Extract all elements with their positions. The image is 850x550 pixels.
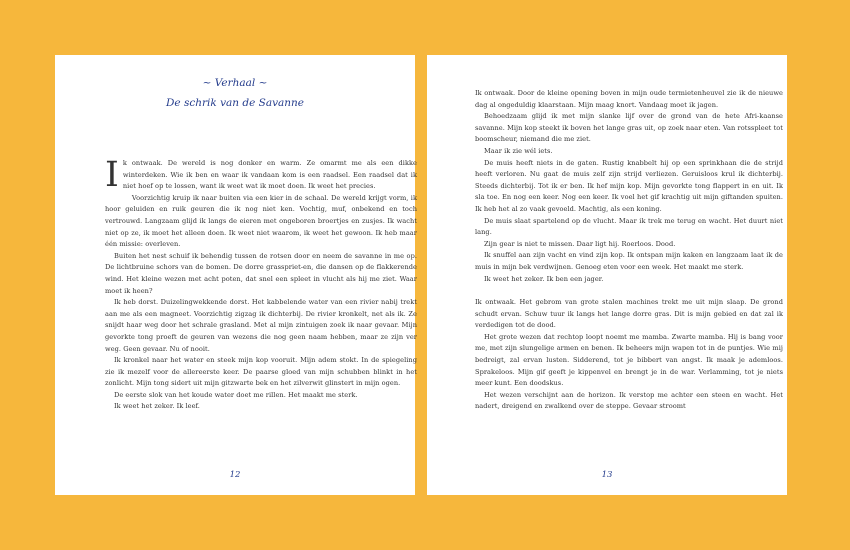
paragraph: Ik snuffel aan zijn vacht en vind zijn kop. Ik ontspan mijn kaken en langzaam laat ik de muis in mijn bek verdwijnen. Genoeg eten voor een week. Het maakt me sterk. bbox=[475, 251, 783, 271]
paragraph: De muis slaat spartelend op de vlucht. Maar ik trek me terug en wacht. Het duurt niet lang. bbox=[475, 216, 783, 237]
section-break bbox=[475, 285, 783, 297]
page-number: 13 bbox=[601, 470, 613, 480]
paragraph: Zijn gear is niet te missen. Daar ligt hij. Roerloos. Dood. bbox=[484, 239, 676, 248]
paragraph: Ik ontwaak. Het gebrom van grote stalen machines trekt me uit mijn slaap. De grond schudt ervan. Schuw tuur ik langs het lange dorre gras. Dit is mijn gebied en dat zal ik verdedigen tot de dood. bbox=[475, 298, 783, 330]
story-title: De schrik van de Savanne bbox=[165, 97, 305, 109]
paragraph: Het wezen verschijnt aan de horizon. Ik verstop me achter een steen en wacht. Het nadert, dreigend en zwalkend over de steppe. Gevaar stroomt bbox=[475, 390, 783, 411]
paragraph: Buiten het nest schuif ik behendig tussen de rotsen door en neem de savanne in me op. De lichtbruine schors van de bomen. De dorre grasspriet-en, die dansen op de flakkerende wind. Het kleine wezen met acht poten, dat snel een spleet in vlucht als hij me ziet. Waar moet ik heen? bbox=[105, 251, 417, 295]
paragraph: Behoedzaam glijd ik met mijn slanke lijf over de grond van de hete Afri-kaanse savanne. Mijn kop steekt ik boven het lange gras uit, op zoek naar eten. Van rotsspleet tot boomscheur, niemand die me ziet. bbox=[475, 112, 783, 144]
paragraph: Het grote wezen dat rechtop loopt noemt me mamba. Zwarte mamba. Hij is bang voor me, met zijn slungelige armen en benen. Ik beheers mijn wapen tot in de puntjes. Wie mij bedreigt, zal ervan lusten. Sidderend, tot je bibbert van angst. Ik maak je ademloos. Sprakeloos. Mijn gif geeft je kippenvel en brengt je in de war. Verlamming, tot je niets meer kunt. Een doodskus. bbox=[475, 332, 783, 388]
left-body-text bbox=[105, 158, 417, 478]
paragraph: Ik kronkel naar het water en steek mijn kop vooruit. Mijn adem stokt. In de spiegeling zie ik mezelf voor de allereerste keer. De paarse gloed van mijn schubben blinkt in het zonlicht. Mijn tong sidert uit mijn gitzwarte bek en het zilverwit glinstert in mijn ogen. bbox=[105, 356, 417, 388]
paragraph: Ik heb dorst. Duizelingwekkende dorst. Het kabbelende water van een rivier nabij trekt aan me als een magneet. Voorzichtig zigzag ik dichterbij. De rivier kronkelt, net als ik. Ze snijdt haar weg door het schrale grasland. Met al mijn zintuigen zoek ik naar gevaar. Mijn gevorkte tong proeft de geuren van wezens die nog geen naam hebben, maar ze zijn ver weg. Geen gevaar. Nu of nooit. bbox=[105, 298, 417, 353]
paragraph: Maar ik zie wél iets. bbox=[484, 146, 553, 155]
paragraph: Ik ontwaak. Door de kleine opening boven in mijn oude termietenheuvel zie ik de nieuwe dag al ongeduldig klaarstaan. Mijn maag knort. Vandaag moet ik jagen. bbox=[475, 89, 783, 109]
paragraph: k ontwaak. De wereld is nog donker en warm. Ze omarmt me als een dikke winterdeken. Wie ik ben en waar ik vandaan kom is een raadsel. Een raadsel dat ik niet hoef op te lossen, want ik weet wat ik moet doen. Ik weet het precies. bbox=[122, 159, 417, 191]
paragraph: Ik weet het zeker. Ik leef. bbox=[114, 402, 200, 411]
right-body-text bbox=[475, 88, 783, 488]
story-heading: ~ Verhaal ~ bbox=[202, 77, 268, 89]
paragraph: Ik weet het zeker. Ik ben een jager. bbox=[484, 274, 604, 283]
left-page bbox=[55, 55, 415, 495]
right-page bbox=[427, 55, 787, 495]
paragraph: De muis heeft niets in de gaten. Rustig knabbelt hij op een sprinkhaan die de strijd heeft verloren. Nu gaat de muis zelf zijn strijd verliezen. Geruisloos krul ik dichterbij. Steeds dichterbij. Tot ik er ben. Ik hef mijn kop. Mijn gevorkte tong flappert in en uit. Ik sla toe. En nog een keer. Nog een keer. Ik voel het gif krachtig uit mijn giftanden spuiten. Ik heb het al zo vaak gevoeld. Machtig, als een koning. bbox=[475, 158, 783, 213]
paragraph: De eerste slok van het koude water doet me rillen. Het maakt me sterk. bbox=[114, 390, 358, 399]
page-number: 12 bbox=[229, 470, 241, 480]
drop-cap: I bbox=[105, 158, 119, 195]
paragraph: Voorzichtig kruip ik naar buiten via een kier in de schaal. De wereld krijgt vorm, ik hoor geluiden en ruik geuren die ik nog niet ken. Vochtig, muf, onbekend en toch vertrouwd. Langzaam glijd ik langs de eieren met ongeboren broertjes en zusjes. Ik wacht niet op ze, ik moet het alleen doen. Ik weet niet waarom, ik weet het gewoon. Ik heb maar één missie: overleven. bbox=[105, 193, 417, 249]
